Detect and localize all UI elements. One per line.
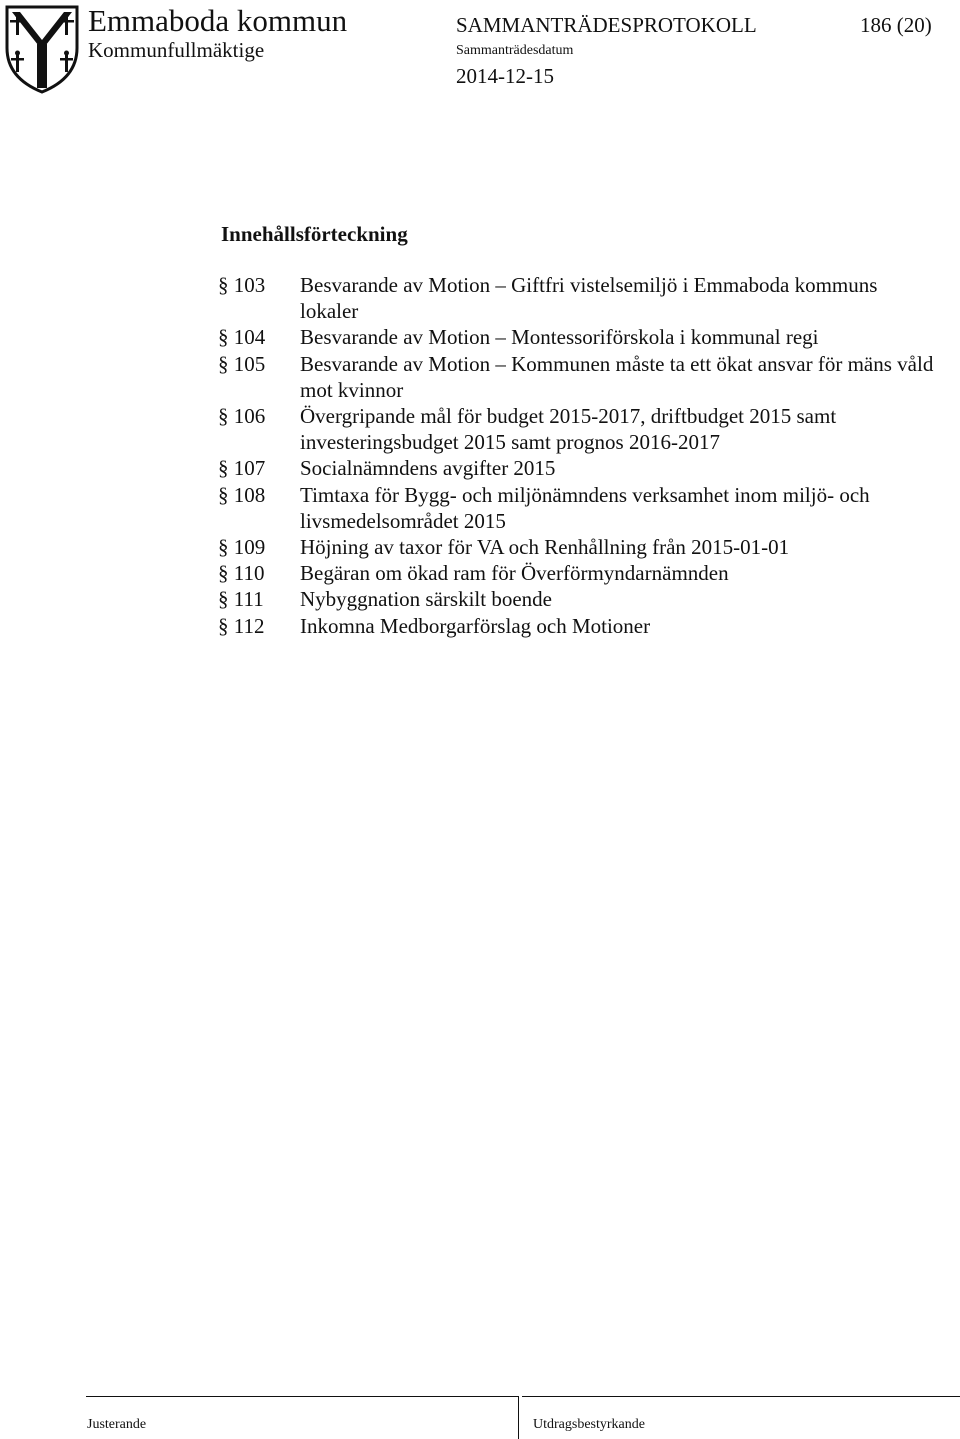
toc-item-number: § 107: [218, 456, 266, 481]
toc-item-number: § 110: [218, 561, 265, 586]
signature-line-right: [522, 1396, 960, 1397]
toc-item-title: Övergripande mål för budget 2015-2017, driftbudget 2015 samt investeringsbudget 2015 samt prognos 2016-2017: [300, 404, 837, 455]
organization-name: Emmaboda kommun: [88, 3, 348, 38]
toc-item: [218, 351, 938, 403]
toc-item-title: Höjning av taxor för VA och Renhållning från 2015-01-01: [300, 535, 790, 560]
toc-item-number: § 112: [218, 613, 265, 638]
toc-item-title: Besvarande av Motion – Giftfri vistelsemiljö i Emmaboda kommuns lokaler: [300, 273, 878, 324]
meeting-date-label: Sammanträdesdatum: [456, 43, 574, 58]
toc-item-number: § 105: [218, 351, 266, 376]
organization-unit: Kommunfullmäktige: [88, 38, 265, 62]
toc-item-title: Besvarande av Motion – Montessoriförskola i kommunal regi: [300, 325, 819, 350]
toc-item: [218, 534, 938, 560]
document-type: SAMMANTRÄDESPROTOKOLL: [456, 13, 757, 37]
signature-divider: [518, 1396, 519, 1439]
toc-item: [218, 455, 938, 481]
toc-item: [218, 560, 938, 586]
signature-line-left: [86, 1396, 518, 1397]
municipality-crest-logo: [2, 4, 82, 94]
toc-item-number: § 109: [218, 535, 266, 560]
toc-item-number: § 104: [218, 325, 266, 350]
meeting-date: 2014-12-15: [456, 64, 554, 88]
toc-item-title: Timtaxa för Bygg- och miljönämndens verksamhet inom miljö- och livsmedelsområdet 2015: [300, 482, 870, 533]
toc-item: [218, 272, 938, 324]
toc-item-title: Socialnämndens avgifter 2015: [300, 456, 556, 481]
toc-item-number: § 111: [218, 587, 264, 612]
toc-item-number: § 103: [218, 273, 266, 297]
toc-item-title: Begäran om ökad ram för Överförmyndarnämnden: [300, 561, 729, 586]
toc-item-number: § 108: [218, 482, 266, 507]
toc-item-title: Besvarande av Motion – Kommunen måste ta ett ökat ansvar för mäns våld mot kvinnor: [300, 351, 934, 402]
toc-item: [218, 613, 938, 639]
toc-item: [218, 586, 938, 612]
toc-item: [218, 324, 938, 350]
toc-item: [218, 403, 938, 455]
toc-item-title: Inkomna Medborgarförslag och Motioner: [300, 613, 651, 638]
toc-item-title: Nybyggnation särskilt boende: [300, 587, 552, 612]
toc-heading: Innehållsförteckning: [221, 222, 408, 246]
toc-item-number: § 106: [218, 404, 266, 429]
table-of-contents: [218, 272, 938, 639]
page-number: 186 (20): [860, 13, 932, 37]
certifier-signature-label: Utdragsbestyrkande: [533, 1417, 645, 1432]
toc-item: [218, 482, 938, 534]
adjuster-signature-label: Justerande: [87, 1417, 147, 1432]
